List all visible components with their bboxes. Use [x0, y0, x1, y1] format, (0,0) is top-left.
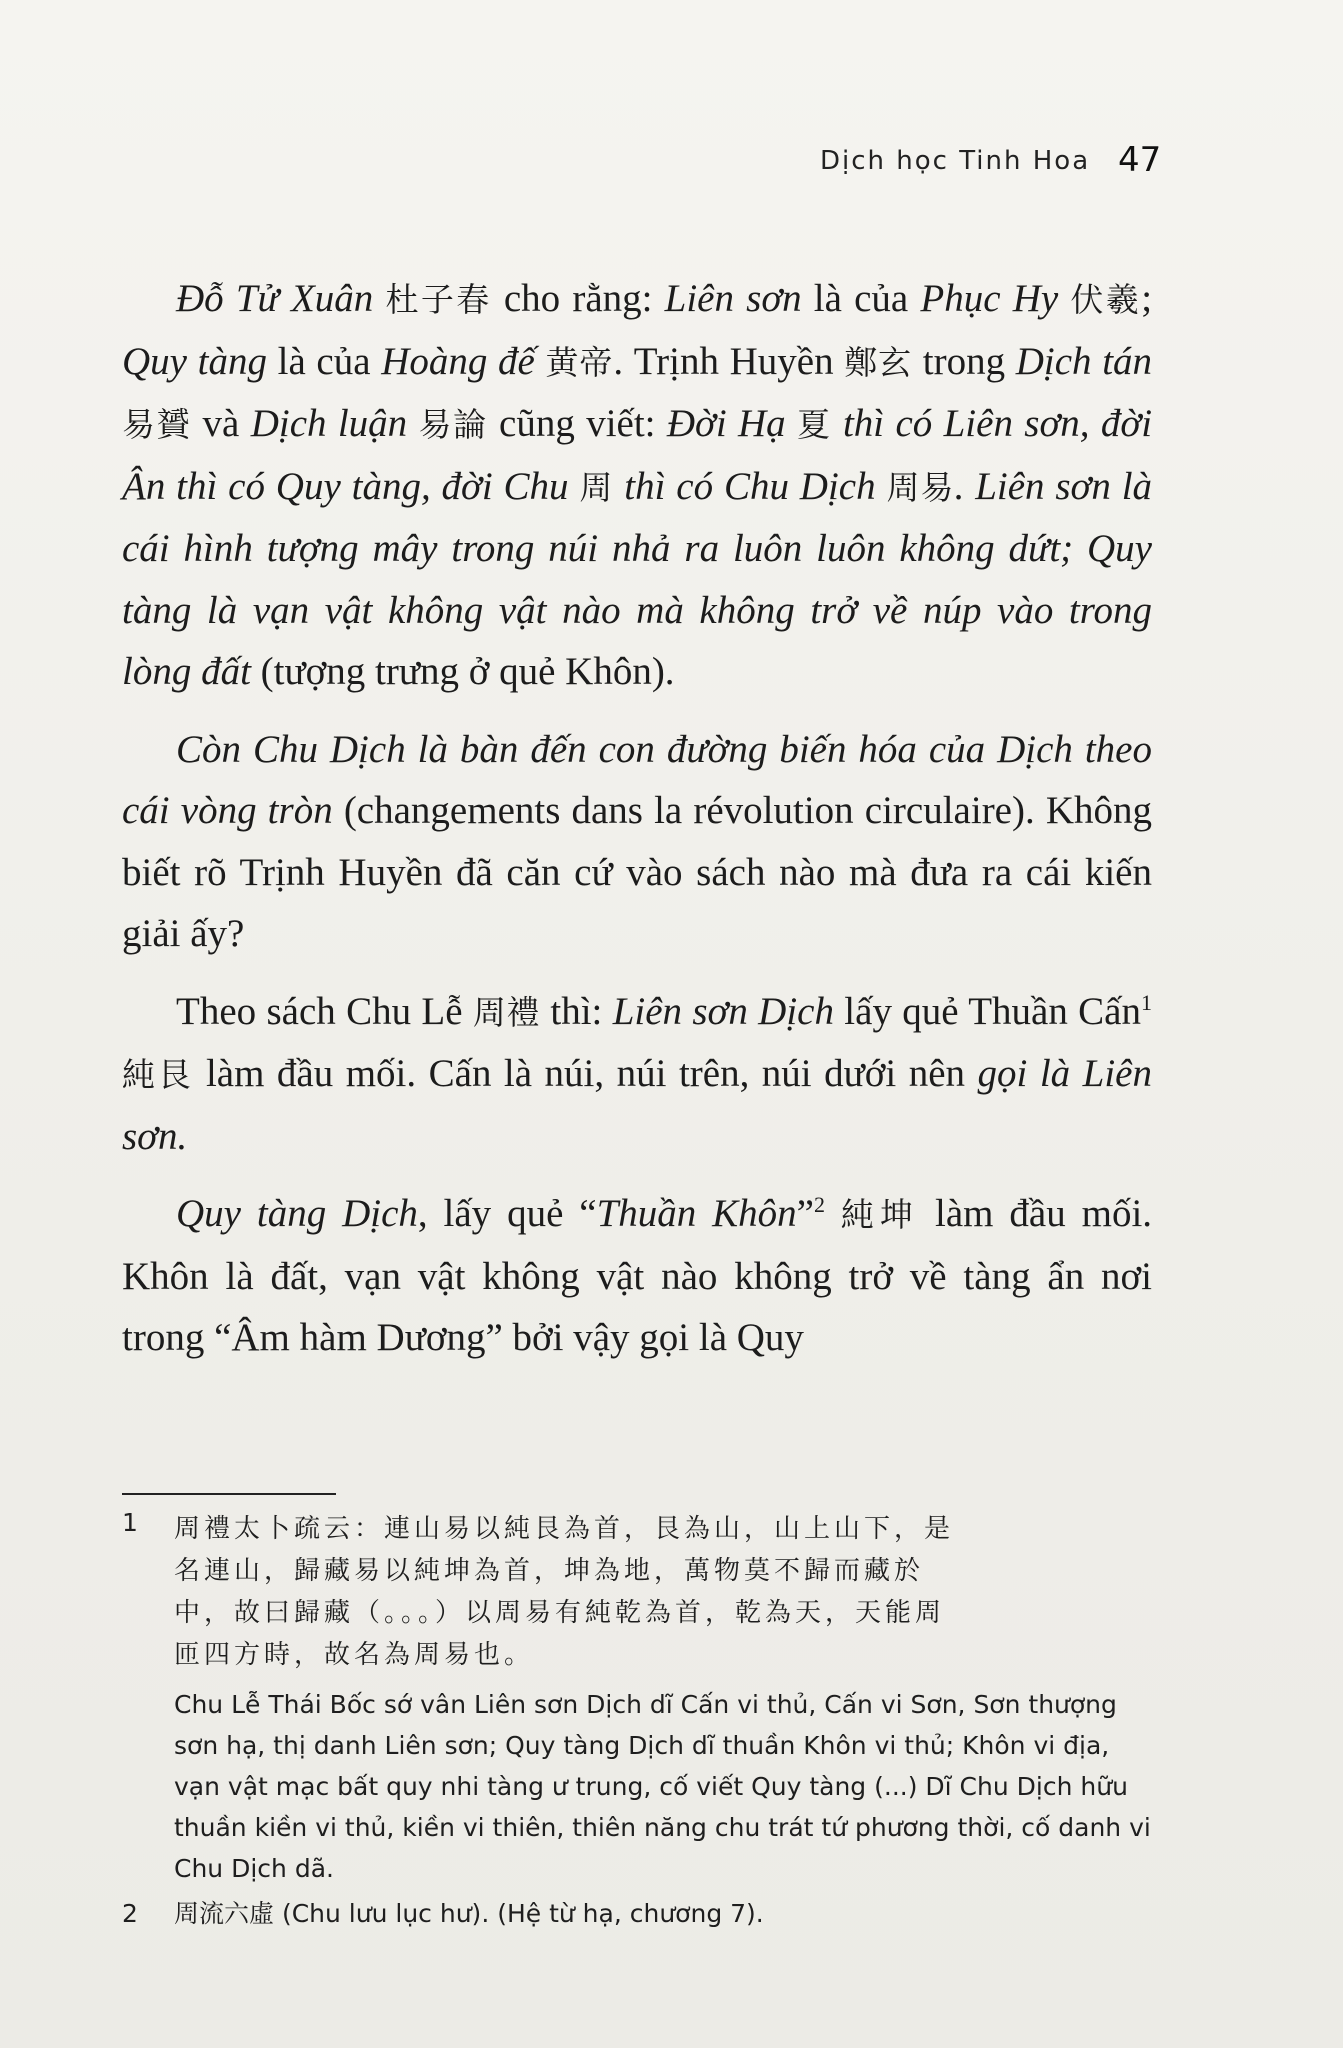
footnote-chinese: 周流六虛 [174, 1899, 275, 1928]
footnote-chinese-line: 名連山，歸藏易以純坤為首，坤為地，萬物莫不歸而藏於 [174, 1556, 925, 1586]
footnote-chinese-line: 中，故曰歸藏（。。。）以周易有純乾為首，乾為天，天能周 [174, 1598, 946, 1628]
text-run: thì: [540, 989, 613, 1033]
footnote-chinese-line: 匝四方時，故名為周易也。 [174, 1640, 535, 1670]
chinese-text: 周禮 [472, 992, 541, 1032]
text-run: Còn Chu Dịch là bàn đến con đường biến hóa của Dịch theo cái vòng tròn [122, 727, 1152, 832]
text-run: là của [266, 339, 382, 383]
footnote-text: (Chu lưu lục hư). (Hệ từ hạ, chương 7). [274, 1899, 764, 1928]
text-run: ” [796, 1192, 814, 1235]
chinese-text: 易贇 [122, 405, 192, 444]
paragraph-4 [122, 1183, 1152, 1369]
text-run: cho rằng: [491, 277, 665, 320]
chinese-text: 夏 [797, 405, 832, 444]
text-run: thì có Chu Dịch [613, 464, 876, 508]
footnote-ref: 2 [813, 1192, 825, 1217]
text-run: ; [1141, 277, 1153, 320]
main-text [122, 268, 1152, 1385]
footnote-divider [122, 1493, 336, 1495]
footnote-1 [122, 1508, 1152, 1889]
text-run: Theo sách Chu Lễ [176, 989, 473, 1033]
text-run: Liên sơn [664, 277, 802, 320]
paragraph-3 [122, 981, 1152, 1168]
paragraph-2 [122, 719, 1152, 965]
text-run: Phục Hy [920, 277, 1059, 320]
text-run: Quy tàng [122, 339, 267, 383]
text-run: Đời Hạ [666, 402, 786, 445]
paragraph-1 [122, 268, 1152, 703]
footnote-number: 2 [122, 1899, 138, 1928]
text-run: và [191, 402, 251, 445]
text-run: . Trịnh Huyền [613, 339, 845, 383]
chinese-text: 杜子春 [385, 280, 492, 319]
text-run: thì có Liên sơn, đời Ân thì có Quy tàng, đời Chu [122, 402, 1153, 508]
text-run: Liên sơn Dịch [612, 989, 834, 1033]
chinese-text: 鄭玄 [844, 342, 913, 382]
text-run: Dịch tán [1015, 339, 1153, 383]
chinese-text: 周 [579, 467, 614, 507]
footnotes [122, 1508, 1152, 1939]
footnote-transliteration: Chu Lễ Thái Bốc sớ vân Liên sơn Dịch dĩ Cấn vi thủ, Cấn vi Sơn, Sơn thượng sơn hạ, thị danh Liên sơn; Quy tàng Dịch dĩ thuần Khôn vi thủ; Khôn vi địa, vạn vật mạc bất quy nhi tàng ư trung, cố viết Quy tàng (...) Dĩ Chu Dịch hữu thuần kiền vi thủ, kiền vi thiên, thiên năng chu trát tứ phương thời, cố danh vi Chu Dịch dã. [174, 1690, 1151, 1883]
text-run: lấy quẻ Thuần Cấn [833, 989, 1141, 1033]
text-run: Dịch luận [250, 402, 408, 445]
text-run: là của [801, 277, 921, 320]
footnote-number: 1 [122, 1508, 138, 1537]
text-run: gọi là Liên sơn. [122, 1052, 1152, 1158]
footnote-ref: 1 [1141, 989, 1152, 1015]
footnote-chinese-line: 周禮太卜疏云：連山易以純艮為首，艮為山，山上山下，是 [174, 1514, 955, 1544]
footnote-2 [122, 1893, 1152, 1935]
text-run: cũng viết: [487, 402, 667, 445]
text-run: . Liên sơn là cái hình tượng mây trong núi nhả ra luôn luôn không dứt; Quy tàng là vạn vật không vật nào mà không trở về núp vào trong lòng đất [122, 464, 1153, 693]
chinese-text: 黄帝 [545, 342, 614, 382]
page-number: 47 [1118, 140, 1162, 180]
text-run: Thuần Khôn [596, 1192, 797, 1235]
chinese-text: 伏羲 [1070, 280, 1142, 319]
text-run: , lấy quẻ “ [417, 1192, 597, 1235]
text-run: trong [912, 339, 1016, 383]
text-run: (changements dans la révolution circulaire). Không biết rõ Trịnh Huyền đã căn cứ vào sách nào mà đưa ra cái kiến giải ấy? [122, 789, 1153, 955]
chinese-text: 周易 [886, 467, 955, 507]
text-run: Hoàng đế [381, 339, 535, 383]
text-run: làm đầu mối. Khôn là đất, vạn vật không vật nào không trở về tàng ẩn nơi trong “Âm hàm Dương” bởi vậy gọi là Quy [122, 1192, 1153, 1359]
text-run: Quy tàng Dịch [176, 1192, 418, 1235]
text-run: làm đầu mối. Cấn là núi, núi trên, núi dưới nên [193, 1052, 978, 1095]
chinese-text: 易論 [418, 405, 488, 444]
running-title: Dịch học Tinh Hoa [820, 146, 1091, 176]
chinese-text: 純坤 [840, 1195, 920, 1234]
text-run: Đỗ Tử Xuân [176, 277, 374, 320]
chinese-text: 純艮 [122, 1055, 194, 1094]
text-run: (tượng trưng ở quẻ Khôn). [250, 650, 675, 693]
